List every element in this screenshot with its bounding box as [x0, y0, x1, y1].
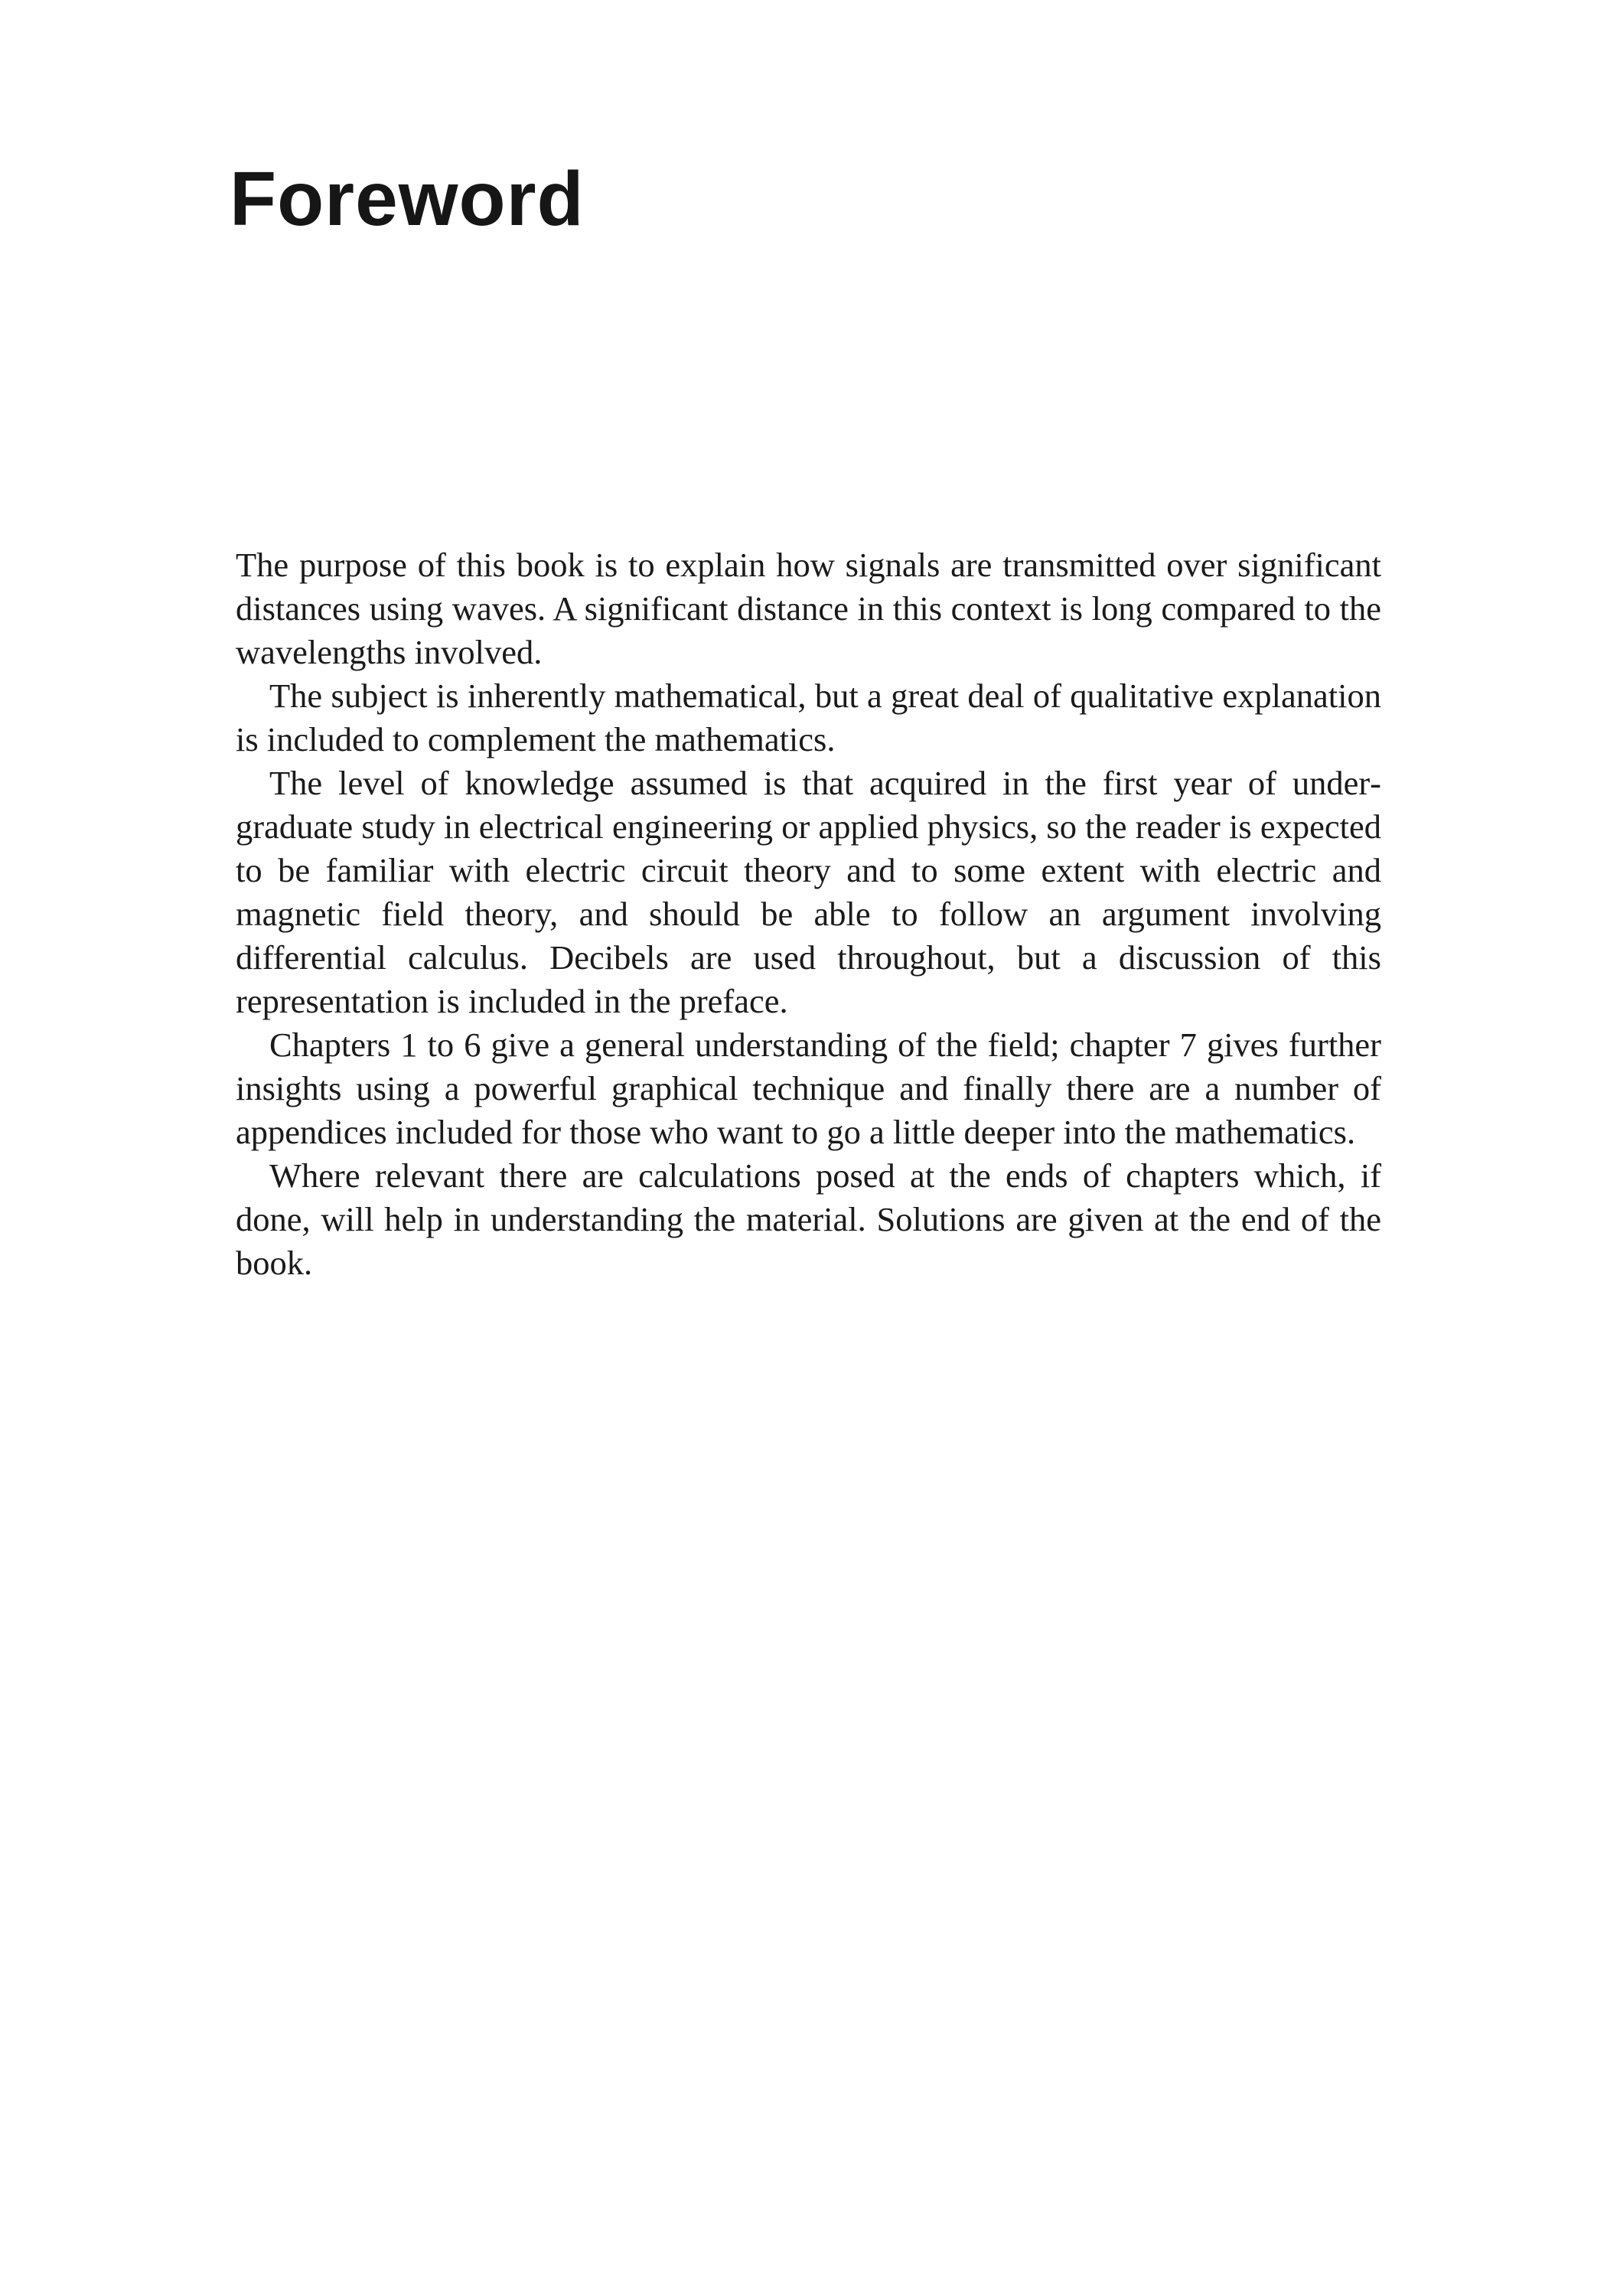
- paragraph-calculations: Where relevant there are calculations posed at the ends of chapters which, if done, will help in understanding the material. Solutions are given at the end of the book.: [236, 1156, 1381, 1282]
- foreword-body: [236, 543, 1381, 1285]
- paragraph-mathematical: The subject is inherently mathematical, but a great deal of qualitative explanation is included to complement the mathematics.: [236, 677, 1381, 758]
- page-title: Foreword: [230, 156, 585, 242]
- paragraph-knowledge: The level of knowledge assumed is that acquired in the first year of undergraduate study in electrical engineering or applied physics, so the reader is expected to be familiar with electric circuit theory and to some extent with electric and magnetic field theory, and should be able to follow an argument involving differential calculus. Decibels are used throughout, but a discussion of this representation is included in the preface.: [236, 764, 1381, 1020]
- paragraph-chapters: Chapters 1 to 6 give a general understanding of the field; chapter 7 gives further insights using a powerful graphical technique and finally there are a number of appendices included for those who want to go a little deeper into the mathematics.: [236, 1026, 1381, 1151]
- paragraph-purpose: The purpose of this book is to explain how signals are transmitted over significant distances using waves. A significant distance in this context is long compared to the wavelengths involved.: [236, 546, 1381, 671]
